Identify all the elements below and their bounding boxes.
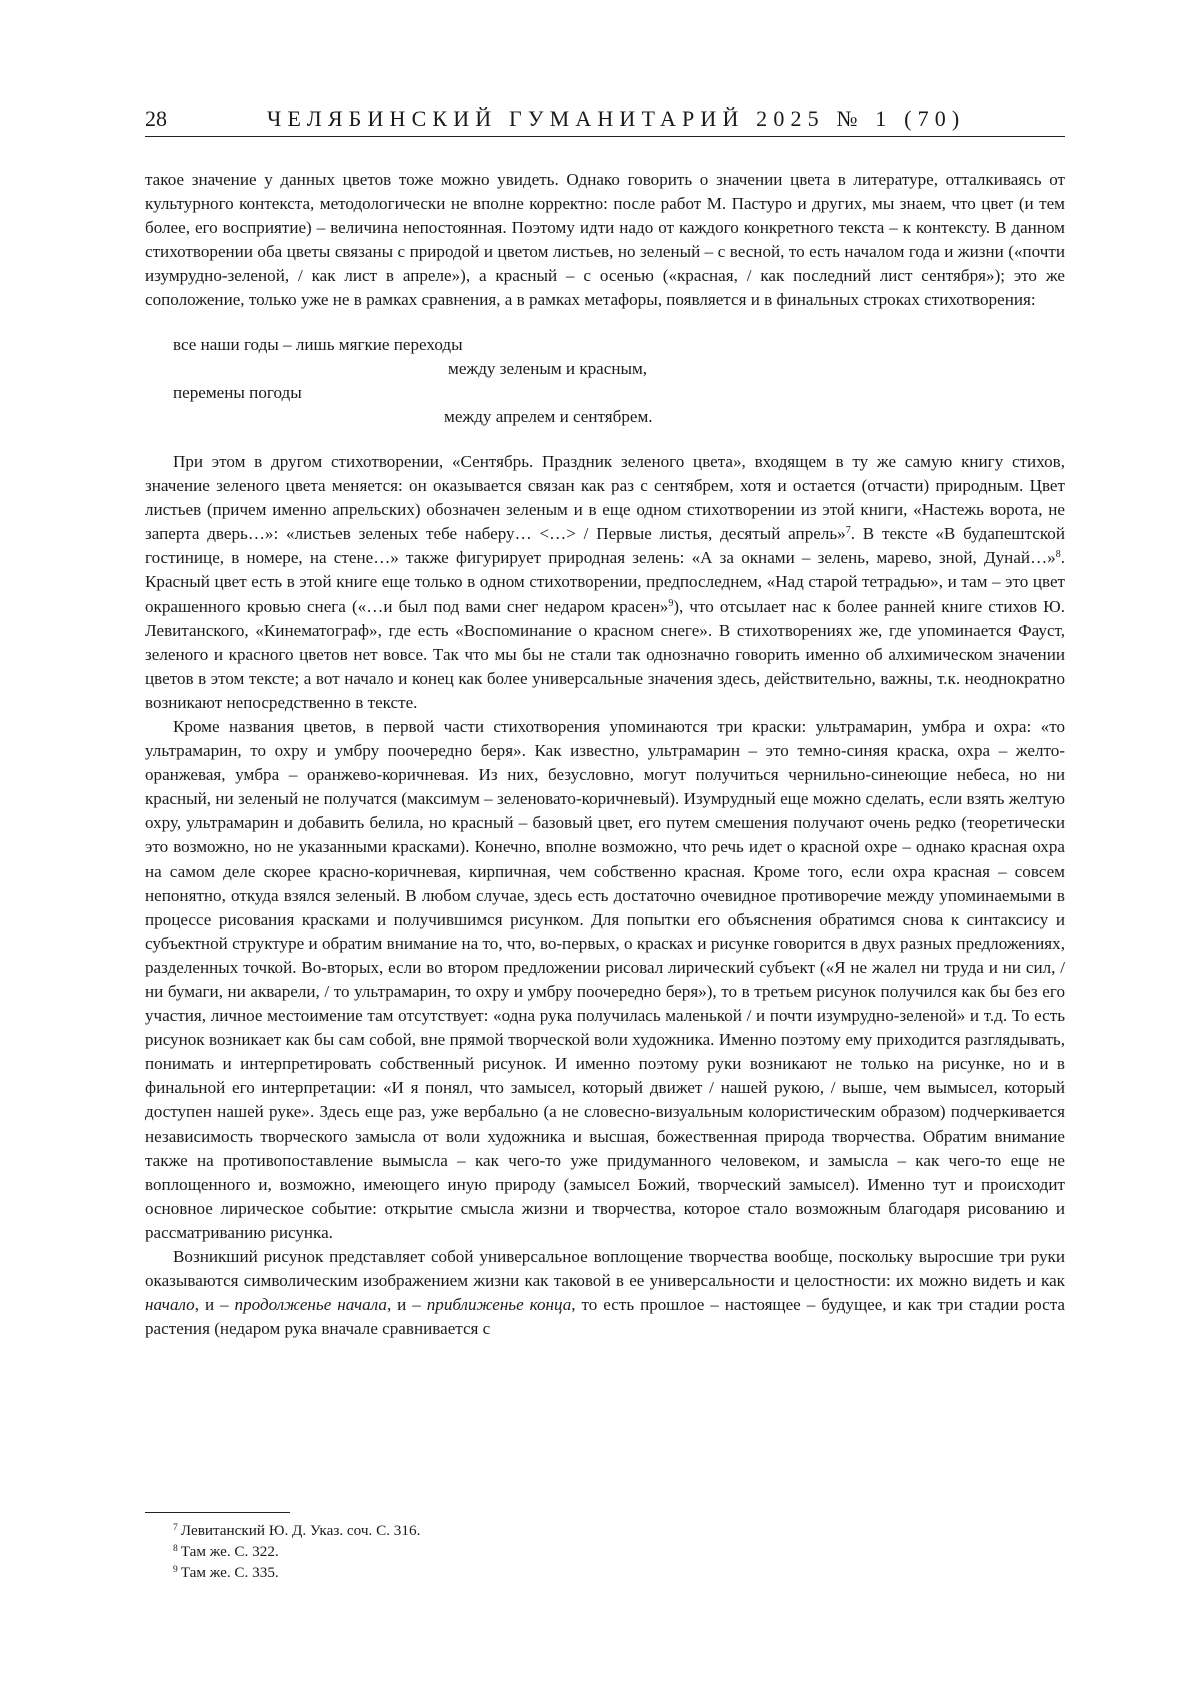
- footnote-ref-9[interactable]: 9: [668, 597, 674, 609]
- footnote-7: [145, 1520, 1065, 1541]
- paragraph-4: [145, 1245, 1065, 1341]
- poem-line-2: между зеленым и красным,: [448, 358, 648, 378]
- paragraph-2-part-a: При этом в другом стихотворении, «Сентябрь. Праздник зеленого цвета», входящем в ту же самую книгу стихов, значение зеленого цвета меняется: он оказывается связан как раз с сентябрем, хотя и остается (отчасти) природным. Цвет листьев (причем именно апрельских) обозначен зеленым и в еще одном стихотворении из этой книги, «Настежь ворота, не заперта дверь…»: «листьев зеленых тебе наберу… <…> / Первые листья, десятый апрель»: [145, 451, 1065, 544]
- journal-title: ЧЕЛЯБИНСКИЙ ГУМАНИТАРИЙ 2025 № 1 (70): [267, 106, 966, 131]
- footnote-text: Там же. С. 335.: [180, 1564, 279, 1582]
- paragraph-3: Кроме названия цветов, в первой части стихотворения упоминаются три краски: ультрамарин, умбра и охра: «то ультрамарин, то охру и умбру поочередно беря». Как известно, ультрамарин – это темно-синяя краска, охра – желто-оранжевая, умбра – оранжево-коричневая. Из них, безусловно, могут получиться чернильно-синеющие небеса, но ни красный, ни зеленый не получатся (максимум – зеленовато-коричневый). Изумрудный еще можно сделать, если взять желтую охру, ультрамарин и добавить белила, но красный – базовый цвет, его путем смешения получают очень редко (теоретически это возможно, но не указанными красками). Конечно, вполне возможно, что речь идет о красной охре – однако красная охра на самом деле скорее красно-коричневая, кирпичная, чем собственно красная. Кроме того, если охра красная – совсем непонятно, откуда взялся зеленый. В любом случае, здесь есть достаточно очевидное противоречие между упоминаемыми в процессе рисования красками и получившимся рисунком. Для попытки его объяснения обратимся снова к синтаксису и субъектной структуре и обратим внимание на то, что, во-первых, о красках и рисунке говорится в двух разных предложениях, разделенных точкой. Во-вторых, если во втором предложении рисовал лирический субъект («Я не жалел ни труда и ни сил, / ни бумаги, ни акварели, / то ультрамарин, то охру и умбру поочередно беря»), то в третьем рисунок получился как бы без его участия, личное местоимение там отсутствует: «одна рука получилась маленькой / и почти изумрудно-зеленой» и т.д. То есть рисунок возникает как бы сам собой, вне прямой творческой воли художника. Именно поэтому ему приходится разглядывать, понимать и интерпретировать собственный рисунок. И именно поэтому руки возникают не только на рисунке, но и в финальной его интерпретации: «И я понял, что замысел, который движет / нашей рукою, / выше, чем вымысел, который доступен нашей руке». Здесь еще раз, уже вербально (а не словесно-визуальным колористическим образом) подчеркивается независимость творческого замысла от воли художника и высшая, божественная природа творчества. Обратим внимание также на противопоставление вымысла – как чего-то уже придуманного человеком, и замысла – как чего-то еще не воплощенного и, возможно, имеющего иную природу (замысел Божий, творческий замысел). Именно тут и происходит основное лирическое событие: открытие смысла жизни и творчества, которое стало возможным благодаря рисованию и рассматриванию рисунка.: [145, 716, 1065, 1242]
- footnote-number: 9: [173, 1565, 178, 1576]
- footnote-text: Левитанский Ю. Д. Указ. соч. С. 316.: [180, 1522, 421, 1539]
- paragraph-1: такое значение у данных цветов тоже можно увидеть. Однако говорить о значении цвета в литературе, отталкиваясь от культурного контекста, методологически не вполне корректно: после работ М. Пастуро и других, мы знаем, что цвет (и тем более, его восприятие) – величина непостоянная. Поэтому идти надо от каждого конкретного текста – к контексту. В данном стихотворении оба цветы связаны с природой и цветом листьев, но зеленый – с весной, то есть началом года и жизни («почти изумрудно-зеленой, / как лист в апреле»), а красный – с осенью («красная, / как последний лист сентября»); это же соположение, только уже не в рамках сравнения, а в рамках метафоры, появляется и в финальных строках стихотворения:: [145, 170, 1065, 310]
- italic-term-1: начало: [145, 1295, 195, 1315]
- paragraph-4-part-b: , и –: [194, 1295, 235, 1315]
- poem-line-4: между апрелем и сентябрем.: [444, 406, 653, 426]
- footnote-8: [145, 1541, 1065, 1562]
- paragraph-2-part-c: . Красный цвет есть в этой книге еще только в одном стихотворении, предпоследнем, «Над старой тетрадью», и там – это цвет окрашенного кровью снега («…и был под вами снег недаром красен»: [145, 548, 1065, 616]
- footnote-ref-7[interactable]: 7: [845, 525, 851, 537]
- paragraph-4-part-c: , и –: [386, 1295, 427, 1315]
- paragraph-2-part-b: . В тексте «В будапештской гостинице, в номере, на стене…» также фигурирует природная зелень: «А за окнами – зелень, марево, зной, Дунай…»: [145, 524, 1065, 568]
- paragraph-4-part-a: Возникший рисунок представляет собой универсальное воплощение творчества вообще, поскольку выросшие три руки оказываются символическим изображением жизни как таковой в ее универсальности и целостности: их можно видеть и как: [145, 1247, 1065, 1291]
- paragraph-2-part-d: ), что отсылает нас к более ранней книге стихов Ю. Левитанского, «Кинематограф», где есть «Воспоминание о красном снеге». В стихотворениях же, где упоминается Фауст, зеленого и красного цветов нет вовсе. Так что мы бы не стали так однозначно говорить именно об алхимическом значении цветов в этом тексте; а вот начало и конец как более универсальные значения здесь, действительно, важны, т.к. неоднократно возникают непосредственно в тексте.: [145, 596, 1065, 712]
- footnote-divider: [145, 1512, 290, 1513]
- poem-line-3: перемены погоды: [173, 382, 302, 402]
- running-header: [145, 106, 1065, 137]
- footnote-9: [145, 1562, 1065, 1583]
- footnote-number: 8: [173, 1544, 178, 1555]
- italic-term-3: приближенье конца: [426, 1295, 572, 1315]
- footnote-ref-8[interactable]: 8: [1055, 549, 1061, 561]
- poem-quote: [145, 333, 1065, 429]
- footnotes: [145, 1512, 1065, 1584]
- paragraph-4-part-d: , то есть прошлое – настоящее – будущее, и как три стадии роста растения (недаром рука вначале сравнивается с: [145, 1295, 1065, 1339]
- footnote-text: Там же. С. 322.: [180, 1543, 279, 1561]
- footnote-number: 7: [173, 1523, 178, 1533]
- page-number: 28: [145, 106, 167, 131]
- italic-term-2: продолженье начала: [234, 1295, 387, 1315]
- poem-line-1: все наши годы – лишь мягкие переходы: [173, 334, 463, 354]
- article-body: [145, 168, 1065, 1341]
- paragraph-2: [145, 450, 1065, 715]
